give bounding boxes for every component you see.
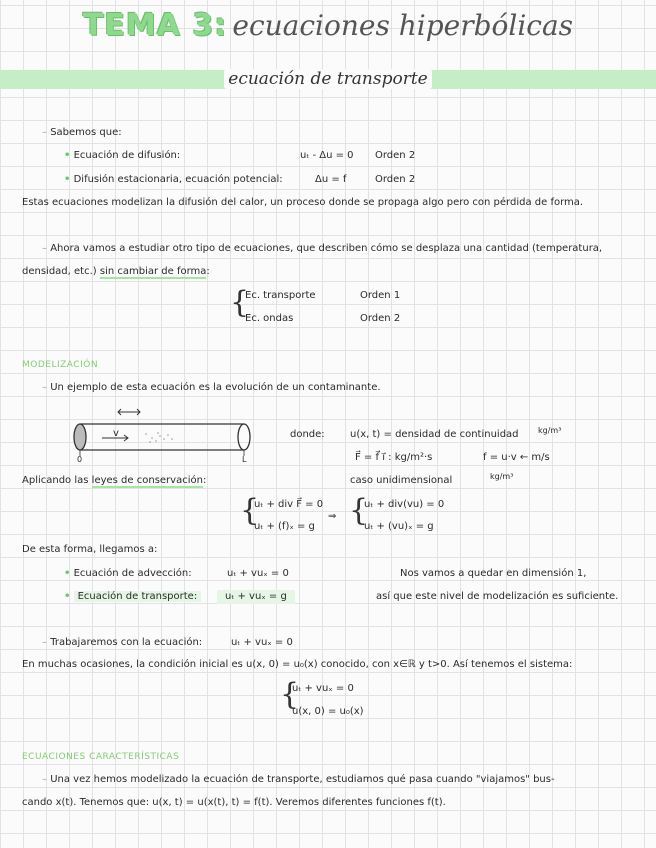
- muchas-line: En muchas ocasiones, la condición inicial es u(x, 0) = u₀(x) conocido, con x∈ℝ y t>0. Así tenemos el sistema:: [22, 659, 573, 670]
- sys-right-1: uₜ + div(vu) = 0: [364, 499, 445, 510]
- forma-line: De esta forma, llegamos a:: [22, 544, 158, 555]
- intro-item-1-order: Orden 2: [375, 150, 416, 161]
- intro-item-2-eq: Δu = f: [315, 174, 347, 185]
- donde-label: donde:: [290, 429, 325, 440]
- conservation-line: [22, 475, 206, 487]
- sys-right-2: uₜ + (vu)ₓ = g: [364, 521, 434, 532]
- next-list-1-name: Ec. transporte: [245, 290, 316, 301]
- section-banner: [0, 69, 656, 89]
- next-line-2c: :: [206, 266, 210, 277]
- brace-system: {: [280, 677, 300, 712]
- pipe-zero-label: 0: [77, 455, 83, 464]
- pipe-left-end: [74, 424, 86, 450]
- dash-bullet: –: [42, 637, 47, 648]
- intro-item-name: Ecuación de difusión:: [73, 150, 181, 161]
- advection-name: Ecuación de advección:: [73, 568, 192, 579]
- system-eq-1: uₜ + vuₓ = 0: [292, 683, 354, 694]
- intro-item-1-eq: uₜ - Δu = 0: [300, 150, 354, 161]
- work-line: [42, 637, 202, 649]
- intro-item-2: [64, 174, 283, 186]
- caract-line-1: [42, 774, 555, 786]
- title-rest: ecuaciones hiperbólicas: [232, 9, 574, 42]
- dash-bullet: –: [42, 774, 47, 785]
- intro-item-1: [64, 150, 180, 162]
- unidim-label: caso unidimensional: [350, 475, 453, 486]
- page-title: [0, 8, 656, 43]
- example-line: [42, 382, 381, 394]
- pipe-right-end: [238, 424, 250, 450]
- dash-bullet: –: [42, 243, 47, 254]
- pipe-v-label: v: [113, 428, 119, 439]
- work-eq: uₜ + vuₓ = 0: [231, 637, 293, 648]
- section-heading-modelizacion: MODELIZACIÓN: [22, 360, 99, 370]
- intro-note: Estas ecuaciones modelizan la difusión del calor, un proceso donde se propaga algo pero con pérdida de forma.: [22, 197, 584, 208]
- transport-eq: uₜ + vuₓ = g: [217, 590, 295, 604]
- caract-line-2: cando x(t). Tenemos que: u(x, t) = u(x(t), t) = f(t). Veremos diferentes funciones f(t).: [22, 797, 446, 808]
- example-text: Un ejemplo de esta ecuación es la evolución de un contaminante.: [50, 382, 381, 393]
- system-eq-2: u(x, 0) = u₀(x): [292, 706, 364, 717]
- def-1: u(x, t) = densidad de continuidad: [350, 429, 519, 440]
- dot-bullet: •: [64, 568, 71, 579]
- dot-bullet: •: [64, 150, 71, 161]
- conservation-c: :: [202, 475, 207, 486]
- def-2b: f = u·v ← m/s: [483, 452, 550, 463]
- conservation-a: Aplicando las: [22, 475, 89, 486]
- dash-bullet: –: [42, 382, 47, 393]
- next-line-1-text: Ahora vamos a estudiar otro tipo de ecuaciones, que describen cómo se desplaza una cantidad (temperatura,: [50, 243, 603, 254]
- dot-bullet: •: [64, 591, 71, 602]
- intro-item-name: Difusión estacionaria, ecuación potencial:: [73, 174, 283, 185]
- section-heading-caracteristicas: ECUACIONES CARACTERÍSTICAS: [22, 752, 180, 762]
- caract-line-1-text: Una vez hemos modelizado la ecuación de transporte, estudiamos qué pasa cuando "viajamos" bus-: [50, 774, 555, 785]
- sys-left-1: uₜ + div F⃗ = 0: [254, 499, 324, 510]
- next-line-2b-underlined: sin cambiar de forma: [99, 266, 207, 277]
- brace-right-system: {: [349, 493, 369, 528]
- unidim-unit: kg/m³: [490, 472, 514, 481]
- next-line-2a: densidad, etc.): [22, 266, 97, 277]
- advection-eq: uₜ + vuₓ = 0: [227, 568, 289, 579]
- next-list-2-name: Ec. ondas: [245, 313, 294, 324]
- advection-side-note: Nos vamos a quedar en dimensión 1,: [400, 568, 587, 579]
- next-list-1-order: Orden 1: [360, 290, 401, 301]
- next-line-2: [22, 266, 210, 278]
- title-highlight: TEMA 3:: [82, 8, 228, 43]
- advection-item: [64, 568, 192, 580]
- def-2a: F⃗ = f⃗ i⃗ : kg/m²·s: [355, 452, 433, 463]
- dot-bullet: •: [64, 174, 71, 185]
- pipe-diagram: [66, 404, 258, 464]
- contaminant-dots: [145, 432, 173, 443]
- next-list-2-order: Orden 2: [360, 313, 401, 324]
- section-banner-text: ecuación de transporte: [224, 69, 431, 89]
- transport-name: Ecuación de transporte:: [74, 591, 202, 602]
- brace-1: {: [230, 285, 250, 320]
- implies-arrow: ⇒: [328, 511, 337, 522]
- brace-left-system: {: [240, 493, 260, 528]
- conservation-b-underlined: leyes de conservación: [91, 475, 203, 486]
- transport-side-note: así que este nivel de modelización es suficiente.: [376, 591, 619, 602]
- intro-lead: [42, 127, 122, 139]
- intro-item-2-order: Orden 2: [375, 174, 416, 185]
- transport-item: [64, 591, 201, 603]
- intro-lead-text: Sabemos que:: [50, 127, 122, 138]
- pipe-L-label: L: [242, 455, 247, 464]
- work-lead-text: Trabajaremos con la ecuación:: [50, 637, 203, 648]
- next-line-1: [42, 243, 602, 255]
- def-1-unit: kg/m³: [538, 426, 562, 435]
- dash-bullet: –: [42, 127, 47, 138]
- sys-left-2: uₜ + (f)ₓ = g: [254, 521, 315, 532]
